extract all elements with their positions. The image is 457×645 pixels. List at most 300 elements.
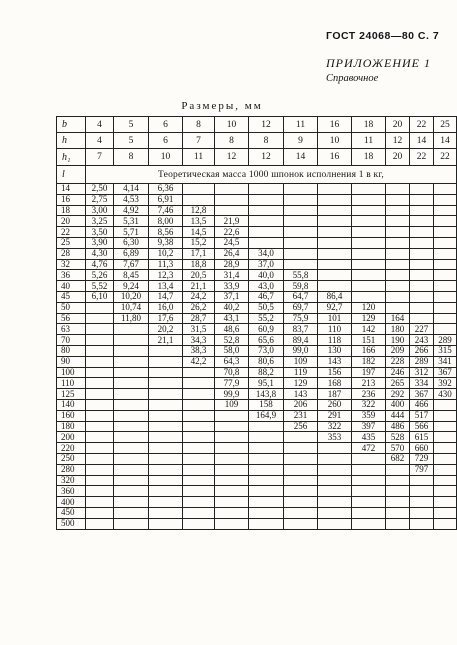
mass-cell xyxy=(215,194,249,205)
mass-cell xyxy=(183,399,215,410)
mass-cell xyxy=(318,464,352,475)
mass-cell xyxy=(149,497,183,508)
mass-cell: 7,46 xyxy=(149,205,183,216)
mass-cell xyxy=(215,507,249,518)
mass-cell: 3,50 xyxy=(86,227,114,238)
mass-cell xyxy=(284,184,318,195)
mass-cell: 292 xyxy=(386,389,410,400)
mass-cell: 231 xyxy=(284,410,318,421)
mass-cell xyxy=(434,486,457,497)
data-row xyxy=(57,486,457,497)
mass-cell xyxy=(215,443,249,454)
length-value: 450 xyxy=(57,507,86,518)
mass-cell xyxy=(434,248,457,259)
mass-cell: 15,2 xyxy=(183,237,215,248)
mass-cell: 21,1 xyxy=(149,335,183,346)
mass-cell xyxy=(215,184,249,195)
mass-cell: 55,2 xyxy=(249,313,284,324)
mass-cell xyxy=(386,281,410,292)
mass-cell xyxy=(183,367,215,378)
mass-cell: 12,3 xyxy=(149,270,183,281)
h-value-1: 5 xyxy=(114,133,149,149)
mass-cell xyxy=(86,356,114,367)
mass-cell: 130 xyxy=(318,345,352,356)
mass-cell: 20,5 xyxy=(183,270,215,281)
mass-cell xyxy=(183,389,215,400)
mass-cell xyxy=(434,227,457,238)
mass-cell xyxy=(352,227,386,238)
mass-cell xyxy=(114,345,149,356)
mass-cell: 260 xyxy=(318,399,352,410)
mass-cell: 10,74 xyxy=(114,302,149,313)
mass-cell: 34,0 xyxy=(249,248,284,259)
mass-cell: 60,9 xyxy=(249,324,284,335)
key-mass-table xyxy=(56,116,457,530)
b-value-10: 22 xyxy=(410,117,434,133)
length-value: 140 xyxy=(57,399,86,410)
mass-cell: 99,9 xyxy=(215,389,249,400)
length-value: 90 xyxy=(57,356,86,367)
mass-cell xyxy=(410,270,434,281)
mass-cell: 227 xyxy=(410,324,434,335)
mass-cell xyxy=(434,237,457,248)
mass-cell xyxy=(434,475,457,486)
mass-cell xyxy=(249,184,284,195)
mass-cell xyxy=(410,507,434,518)
mass-cell xyxy=(149,518,183,529)
mass-cell xyxy=(410,205,434,216)
mass-cell xyxy=(215,464,249,475)
data-row xyxy=(57,378,457,389)
data-row xyxy=(57,248,457,259)
mass-cell: 37,0 xyxy=(249,259,284,270)
length-value: 360 xyxy=(57,486,86,497)
length-value: 40 xyxy=(57,281,86,292)
mass-cell xyxy=(284,443,318,454)
mass-cell: 99,0 xyxy=(284,345,318,356)
mass-cell: 75,9 xyxy=(284,313,318,324)
mass-cell xyxy=(284,237,318,248)
mass-cell: 182 xyxy=(352,356,386,367)
mass-cell: 40,2 xyxy=(215,302,249,313)
mass-cell: 86,4 xyxy=(318,291,352,302)
mass-cell: 209 xyxy=(386,345,410,356)
length-value: 50 xyxy=(57,302,86,313)
mass-cell xyxy=(352,281,386,292)
mass-cell xyxy=(386,291,410,302)
mass-cell xyxy=(410,518,434,529)
mass-cell xyxy=(86,313,114,324)
mass-cell: 166 xyxy=(352,345,386,356)
mass-cell xyxy=(86,324,114,335)
mass-cell: 37,1 xyxy=(215,291,249,302)
mass-cell xyxy=(434,324,457,335)
mass-cell xyxy=(434,184,457,195)
mass-cell xyxy=(434,259,457,270)
mass-cell xyxy=(434,194,457,205)
mass-cell xyxy=(318,194,352,205)
mass-cell: 21,1 xyxy=(183,281,215,292)
mass-cell xyxy=(86,367,114,378)
data-row xyxy=(57,497,457,508)
mass-cell xyxy=(434,216,457,227)
row-label-h: h xyxy=(57,133,86,149)
mass-cell xyxy=(149,443,183,454)
mass-cell: 397 xyxy=(352,421,386,432)
mass-cell: 265 xyxy=(386,378,410,389)
mass-cell: 13,4 xyxy=(149,281,183,292)
mass-cell xyxy=(410,486,434,497)
mass-cell: 48,6 xyxy=(215,324,249,335)
mass-cell xyxy=(114,356,149,367)
row-label-h1: h₁ xyxy=(57,149,86,166)
mass-cell xyxy=(318,486,352,497)
mass-cell: 6,36 xyxy=(149,184,183,195)
mass-cell: 83,7 xyxy=(284,324,318,335)
mass-cell xyxy=(284,453,318,464)
mass-cell: 109 xyxy=(215,399,249,410)
h-value-11: 14 xyxy=(434,133,457,149)
h-value-2: 6 xyxy=(149,133,183,149)
mass-cell xyxy=(86,335,114,346)
mass-cell: 43,0 xyxy=(249,281,284,292)
mass-cell: 3,00 xyxy=(86,205,114,216)
b-value-7: 16 xyxy=(318,117,352,133)
h-value-6: 9 xyxy=(284,133,318,149)
length-value: 220 xyxy=(57,443,86,454)
mass-cell: 729 xyxy=(410,453,434,464)
mass-cell: 158 xyxy=(249,399,284,410)
length-value: 20 xyxy=(57,216,86,227)
b-value-8: 18 xyxy=(352,117,386,133)
mass-cell xyxy=(410,216,434,227)
mass-cell: 3,90 xyxy=(86,237,114,248)
mass-cell: 797 xyxy=(410,464,434,475)
mass-cell xyxy=(386,270,410,281)
length-value: 22 xyxy=(57,227,86,238)
mass-cell: 2,75 xyxy=(86,194,114,205)
mass-cell: 109 xyxy=(284,356,318,367)
h-value-10: 14 xyxy=(410,133,434,149)
mass-cell xyxy=(434,291,457,302)
mass-cell xyxy=(318,497,352,508)
mass-cell: 16,0 xyxy=(149,302,183,313)
mass-cell xyxy=(318,270,352,281)
mass-cell: 168 xyxy=(318,378,352,389)
mass-cell xyxy=(114,378,149,389)
mass-cell xyxy=(86,432,114,443)
mass-cell: 70,8 xyxy=(215,367,249,378)
mass-cell xyxy=(352,270,386,281)
length-value: 28 xyxy=(57,248,86,259)
mass-cell xyxy=(114,389,149,400)
mass-cell xyxy=(249,518,284,529)
mass-cell: 400 xyxy=(386,399,410,410)
mass-cell xyxy=(410,281,434,292)
mass-cell: 289 xyxy=(434,335,457,346)
mass-cell: 110 xyxy=(318,324,352,335)
mass-cell xyxy=(434,421,457,432)
mass-cell xyxy=(318,507,352,518)
mass-cell: 64,7 xyxy=(284,291,318,302)
mass-cell: 243 xyxy=(410,335,434,346)
mass-cell xyxy=(318,259,352,270)
mass-cell xyxy=(149,389,183,400)
length-value: 280 xyxy=(57,464,86,475)
mass-cell: 566 xyxy=(410,421,434,432)
mass-cell: 4,76 xyxy=(86,259,114,270)
mass-cell xyxy=(352,194,386,205)
mass-cell: 24,2 xyxy=(183,291,215,302)
mass-cell xyxy=(386,248,410,259)
mass-cell xyxy=(114,432,149,443)
mass-cell xyxy=(318,443,352,454)
mass-cell xyxy=(249,464,284,475)
mass-cell xyxy=(352,475,386,486)
mass-cell: 12,8 xyxy=(183,205,215,216)
mass-cell xyxy=(215,205,249,216)
mass-cell: 38,3 xyxy=(183,345,215,356)
mass-cell xyxy=(434,313,457,324)
mass-cell xyxy=(249,421,284,432)
mass-cell: 322 xyxy=(352,399,386,410)
mass-cell xyxy=(183,421,215,432)
data-row xyxy=(57,443,457,454)
h-value-4: 8 xyxy=(215,133,249,149)
mass-cell xyxy=(86,497,114,508)
mass-cell xyxy=(434,205,457,216)
mass-cell: 5,71 xyxy=(114,227,149,238)
mass-cell: 26,4 xyxy=(215,248,249,259)
mass-cell xyxy=(284,216,318,227)
data-row xyxy=(57,475,457,486)
mass-cell: 353 xyxy=(318,432,352,443)
data-row xyxy=(57,216,457,227)
h-value-0: 4 xyxy=(86,133,114,149)
h1-value-9: 20 xyxy=(386,149,410,166)
mass-cell: 28,9 xyxy=(215,259,249,270)
mass-cell: 129 xyxy=(352,313,386,324)
mass-cell: 213 xyxy=(352,378,386,389)
h-value-3: 7 xyxy=(183,133,215,149)
mass-cell: 77,9 xyxy=(215,378,249,389)
mass-cell xyxy=(386,184,410,195)
mass-cell: 14,5 xyxy=(183,227,215,238)
mass-cell xyxy=(352,486,386,497)
data-row xyxy=(57,313,457,324)
mass-cell xyxy=(386,518,410,529)
b-value-11: 25 xyxy=(434,117,457,133)
mass-cell: 5,26 xyxy=(86,270,114,281)
data-row xyxy=(57,367,457,378)
length-value: 63 xyxy=(57,324,86,335)
mass-cell xyxy=(434,464,457,475)
mass-cell: 7,67 xyxy=(114,259,149,270)
mass-cell xyxy=(86,507,114,518)
mass-cell: 119 xyxy=(284,367,318,378)
mass-cell xyxy=(410,237,434,248)
mass-cell xyxy=(183,432,215,443)
length-value: 250 xyxy=(57,453,86,464)
mass-cell: 315 xyxy=(434,345,457,356)
mass-cell xyxy=(114,335,149,346)
h1-value-5: 12 xyxy=(249,149,284,166)
mass-cell xyxy=(352,464,386,475)
mass-cell xyxy=(352,291,386,302)
data-row xyxy=(57,291,457,302)
mass-cell xyxy=(410,194,434,205)
mass-cell xyxy=(114,367,149,378)
mass-cell xyxy=(183,184,215,195)
mass-cell: 246 xyxy=(386,367,410,378)
mass-cell: 80,6 xyxy=(249,356,284,367)
h1-value-3: 11 xyxy=(183,149,215,166)
mass-cell: 129 xyxy=(284,378,318,389)
data-row xyxy=(57,518,457,529)
mass-cell: 11,80 xyxy=(114,313,149,324)
mass-cell xyxy=(434,507,457,518)
h1-value-0: 7 xyxy=(86,149,114,166)
data-row xyxy=(57,507,457,518)
mass-cell xyxy=(114,453,149,464)
mass-cell: 50,5 xyxy=(249,302,284,313)
length-value: 70 xyxy=(57,335,86,346)
mass-cell: 55,8 xyxy=(284,270,318,281)
mass-cell xyxy=(86,486,114,497)
mass-cell xyxy=(434,281,457,292)
data-row xyxy=(57,399,457,410)
mass-cell: 8,56 xyxy=(149,227,183,238)
length-value: 400 xyxy=(57,497,86,508)
b-value-5: 12 xyxy=(249,117,284,133)
mass-cell xyxy=(149,399,183,410)
length-value: 500 xyxy=(57,518,86,529)
mass-cell xyxy=(114,464,149,475)
mass-cell xyxy=(434,453,457,464)
mass-cell xyxy=(410,227,434,238)
mass-cell: 143 xyxy=(284,389,318,400)
table-caption: Размеры, мм xyxy=(181,100,263,112)
b-value-2: 6 xyxy=(149,117,183,133)
length-value: 18 xyxy=(57,205,86,216)
mass-cell xyxy=(284,507,318,518)
mass-cell xyxy=(149,432,183,443)
mass-cell xyxy=(386,464,410,475)
data-row xyxy=(57,345,457,356)
mass-cell: 11,3 xyxy=(149,259,183,270)
mass-cell: 206 xyxy=(284,399,318,410)
row-h1 xyxy=(57,149,457,166)
length-value: 32 xyxy=(57,259,86,270)
mass-cell xyxy=(183,497,215,508)
mass-cell: 64,3 xyxy=(215,356,249,367)
mass-cell: 190 xyxy=(386,335,410,346)
mass-cell xyxy=(434,410,457,421)
mass-cell: 143 xyxy=(318,356,352,367)
data-row xyxy=(57,389,457,400)
row-h xyxy=(57,133,457,149)
mass-cell: 69,7 xyxy=(284,302,318,313)
mass-cell xyxy=(149,507,183,518)
b-value-0: 4 xyxy=(86,117,114,133)
mass-cell xyxy=(318,281,352,292)
mass-cell xyxy=(249,237,284,248)
mass-cell: 236 xyxy=(352,389,386,400)
mass-cell xyxy=(114,486,149,497)
mass-cell xyxy=(284,518,318,529)
mass-cell: 156 xyxy=(318,367,352,378)
mass-cell xyxy=(149,464,183,475)
mass-cell: 17,1 xyxy=(183,248,215,259)
mass-cell: 6,89 xyxy=(114,248,149,259)
mass-cell: 65,6 xyxy=(249,335,284,346)
length-value: 160 xyxy=(57,410,86,421)
mass-cell: 24,5 xyxy=(215,237,249,248)
mass-cell: 26,2 xyxy=(183,302,215,313)
mass-cell: 14,7 xyxy=(149,291,183,302)
row-l-header xyxy=(57,166,457,184)
mass-cell: 101 xyxy=(318,313,352,324)
length-value: 180 xyxy=(57,421,86,432)
mass-cell: 95,1 xyxy=(249,378,284,389)
mass-cell xyxy=(284,194,318,205)
mass-cell xyxy=(215,518,249,529)
h1-value-4: 12 xyxy=(215,149,249,166)
mass-cell xyxy=(86,443,114,454)
mass-cell xyxy=(114,324,149,335)
mass-cell: 472 xyxy=(352,443,386,454)
mass-cell xyxy=(86,518,114,529)
mass-cell xyxy=(249,475,284,486)
mass-cell xyxy=(86,475,114,486)
mass-cell xyxy=(86,389,114,400)
mass-cell: 34,3 xyxy=(183,335,215,346)
mass-cell xyxy=(318,184,352,195)
mass-cell xyxy=(386,507,410,518)
mass-cell xyxy=(386,486,410,497)
h-value-8: 11 xyxy=(352,133,386,149)
data-row xyxy=(57,270,457,281)
mass-cell xyxy=(114,497,149,508)
mass-cell: 9,24 xyxy=(114,281,149,292)
mass-cell xyxy=(149,356,183,367)
mass-cell: 73,0 xyxy=(249,345,284,356)
mass-cell: 9,38 xyxy=(149,237,183,248)
mass-cell xyxy=(352,237,386,248)
data-row xyxy=(57,464,457,475)
b-value-9: 20 xyxy=(386,117,410,133)
length-value: 25 xyxy=(57,237,86,248)
mass-cell: 444 xyxy=(386,410,410,421)
mass-cell: 517 xyxy=(410,410,434,421)
mass-cell xyxy=(86,410,114,421)
mass-cell: 31,5 xyxy=(183,324,215,335)
mass-cell xyxy=(249,453,284,464)
mass-cell: 334 xyxy=(410,378,434,389)
mass-cell xyxy=(114,399,149,410)
mass-cell xyxy=(215,486,249,497)
mass-cell: 143,8 xyxy=(249,389,284,400)
h1-value-7: 16 xyxy=(318,149,352,166)
h-value-5: 8 xyxy=(249,133,284,149)
mass-cell: 430 xyxy=(434,389,457,400)
mass-cell: 289 xyxy=(410,356,434,367)
mass-cell xyxy=(284,486,318,497)
mass-cell xyxy=(434,399,457,410)
h1-value-2: 10 xyxy=(149,149,183,166)
length-value: 100 xyxy=(57,367,86,378)
mass-cell: 92,7 xyxy=(318,302,352,313)
